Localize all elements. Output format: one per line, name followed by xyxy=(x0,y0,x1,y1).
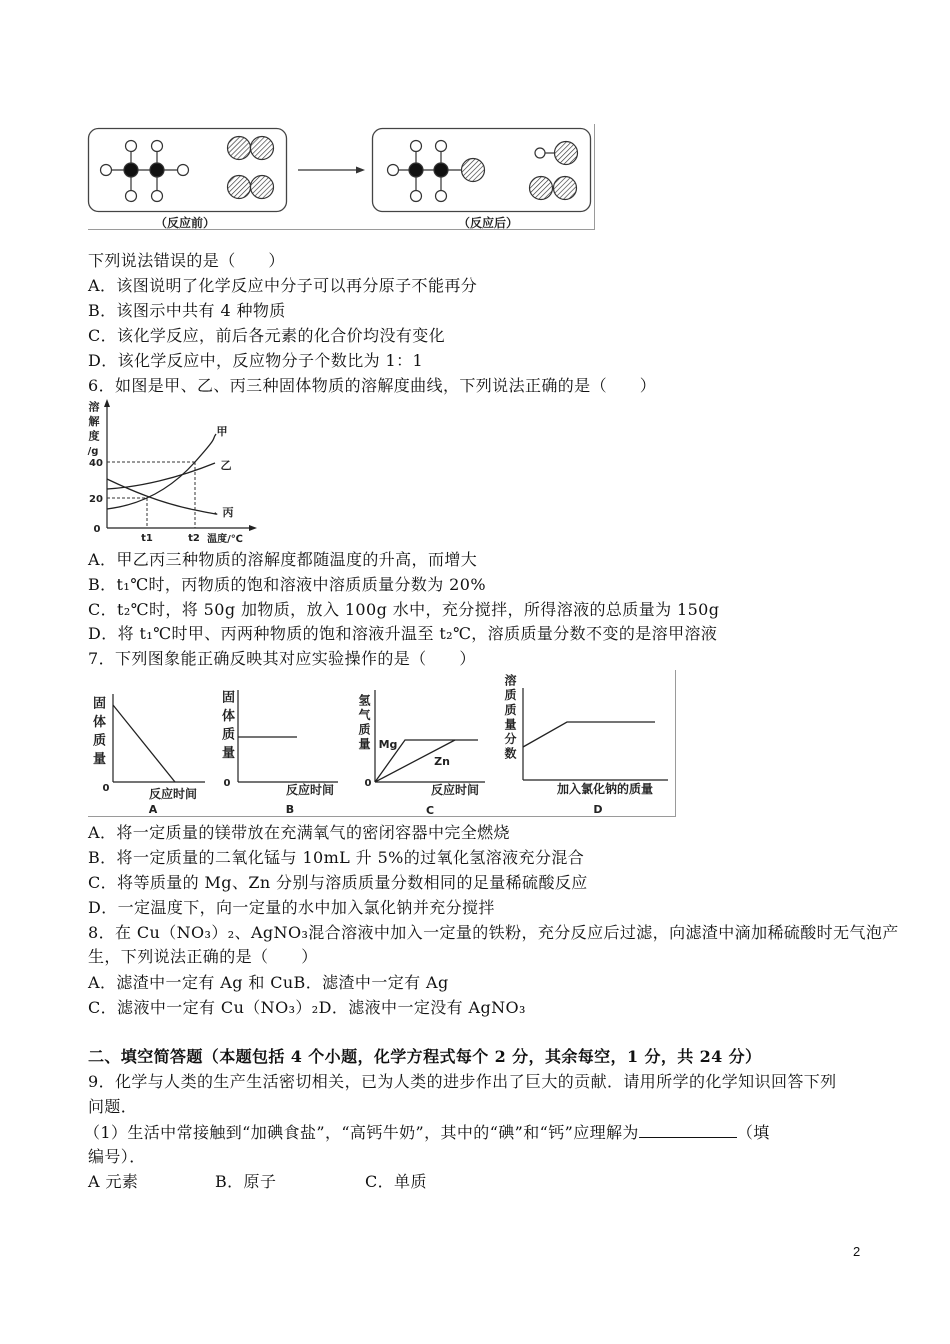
graph-b-y-label: 固体质量 xyxy=(219,690,234,764)
hatched-atom xyxy=(462,159,485,182)
graph-d xyxy=(523,688,668,816)
white-atom xyxy=(126,191,137,202)
y-tick-0: 0 xyxy=(93,524,101,535)
y-tick-20: 20 xyxy=(89,494,103,505)
graph-c-caption: C xyxy=(425,804,435,817)
white-atom xyxy=(152,191,163,202)
white-atom xyxy=(411,191,422,202)
q5-option-a: A．该图说明了化学反应中分子可以再分原子不能再分 xyxy=(88,276,478,295)
graph-a-y-label: 固体质量 xyxy=(90,696,105,770)
x-tick-t1: t1 xyxy=(141,533,153,544)
product-molecule-b xyxy=(535,142,578,165)
graph-d-line xyxy=(523,722,655,747)
product-molecule-a xyxy=(388,141,485,202)
label-after-reaction: （反应后） xyxy=(457,216,519,230)
graph-c xyxy=(365,690,485,817)
white-atom xyxy=(388,165,399,176)
white-atom xyxy=(411,141,422,152)
q7-option-c: C．将等质量的 Mg、Zn 分别与溶质质量分数相同的足量稀硫酸反应 xyxy=(88,873,588,892)
hatched-atom xyxy=(251,176,274,199)
graph-d-y-label: 溶质质量分数 xyxy=(503,674,517,762)
reactant-molecule-b xyxy=(228,137,274,199)
label-before-reaction: （反应前） xyxy=(154,216,216,230)
q9-part1-line xyxy=(84,1122,770,1143)
white-atom xyxy=(178,165,189,176)
graph-b-caption: B xyxy=(285,803,295,816)
answer-blank xyxy=(639,1122,737,1138)
q7-graphs xyxy=(86,668,678,820)
graph-a-caption: A xyxy=(148,803,158,816)
white-atom xyxy=(436,141,447,152)
white-atom xyxy=(126,141,137,152)
white-atom xyxy=(535,148,545,158)
black-atom xyxy=(434,163,448,177)
page-number: 2 xyxy=(853,1244,861,1259)
q9-choice-c: C．单质 xyxy=(365,1172,427,1191)
graph-a-origin: 0 xyxy=(102,783,110,794)
y-tick-40: 40 xyxy=(89,458,103,469)
leftover-reactant-molecule xyxy=(530,177,577,200)
graph-a-x-label: 反应时间 xyxy=(148,787,198,801)
q9-choice-b: B．原子 xyxy=(215,1172,277,1191)
q7-option-a: A．将一定质量的镁带放在充满氧气的密闭容器中完全燃烧 xyxy=(88,823,510,842)
black-atom xyxy=(124,163,138,177)
q5-option-d: D．该化学反应中，反应物分子个数比为 1：1 xyxy=(88,351,424,370)
q8-options-line-1: A．滤渣中一定有 Ag 和 CuB．滤渣中一定有 Ag xyxy=(88,973,449,992)
hatched-atom xyxy=(530,177,553,200)
graph-c-y-label: 氢气质量 xyxy=(357,694,371,752)
reaction-arrow-head xyxy=(356,167,365,174)
curve-bing xyxy=(107,479,217,514)
graph-a xyxy=(103,694,205,816)
x-tick-t2: t2 xyxy=(188,533,200,544)
y-unit-label: /g xyxy=(87,446,99,457)
q5-option-b: B．该图示中共有 4 种物质 xyxy=(88,301,286,320)
white-atom xyxy=(436,191,447,202)
graph-c-zn-label: Zn xyxy=(434,755,450,768)
solubility-curve-chart xyxy=(84,396,260,548)
x-axis-label: 温度/℃ xyxy=(207,534,243,545)
q7-stem: 7．下列图象能正确反映其对应实验操作的是（ ） xyxy=(88,649,476,668)
q7-option-d: D．一定温度下，向一定量的水中加入氯化钠并充分搅拌 xyxy=(88,898,495,917)
hatched-atom xyxy=(251,137,274,160)
q6-option-a: A．甲乙丙三种物质的溶解度都随温度的升高，而增大 xyxy=(88,550,478,569)
reactant-molecule-a xyxy=(101,141,189,202)
curve-yi xyxy=(107,463,215,489)
q8-options-line-2: C．滤液中一定有 Cu（NO₃）₂D．滤液中一定没有 AgNO₃ xyxy=(88,998,526,1017)
q6-option-c: C．t₂℃时，将 50g 加物质，放入 100g 水中，充分搅拌，所得溶液的总质量为 150g xyxy=(88,600,720,619)
white-atom xyxy=(152,141,163,152)
q5-stem: 下列说法错误的是（ ） xyxy=(88,251,285,270)
reaction-diagram xyxy=(80,118,602,236)
q9-stem-line-1: 9．化学与人类的生产生活密切相关，已为人类的进步作出了巨大的贡献．请用所学的化学知识回答下列 xyxy=(88,1072,837,1091)
q9-choice-a: A 元素 xyxy=(88,1172,139,1191)
white-atom xyxy=(101,165,112,176)
black-atom xyxy=(409,163,423,177)
q8-stem-line-2: 生，下列说法正确的是（ ） xyxy=(88,947,318,966)
y-axis-arrow xyxy=(104,399,110,407)
q9-stem-line-2: 问题． xyxy=(88,1097,138,1116)
black-atom xyxy=(150,163,164,177)
graph-d-caption: D xyxy=(593,803,603,816)
section-2-title: 二、填空简答题（本题包括 4 个小题，化学方程式每个 2 分，其余每空，1 分，共 24 分） xyxy=(88,1047,762,1066)
graph-a-line xyxy=(113,705,175,782)
hatched-atom xyxy=(228,176,251,199)
q5-option-c: C．该化学反应，前后各元素的化合价均没有变化 xyxy=(88,326,446,345)
q9-part1-text-after: （填 xyxy=(736,1123,770,1142)
q9-part1-continuation: 编号）． xyxy=(88,1147,146,1166)
x-axis-arrow xyxy=(249,525,257,531)
graph-b-origin: 0 xyxy=(223,778,231,789)
q6-stem: 6．如图是甲、乙、丙三种固体物质的溶解度曲线，下列说法正确的是（ ） xyxy=(88,376,657,395)
q8-stem-line-1: 8．在 Cu（NO₃）₂、AgNO₃混合溶液中加入一定量的铁粉，充分反应后过滤，向滤渣中滴加稀硫酸时无气泡产 xyxy=(88,923,899,942)
q6-option-b: B．t₁℃时，丙物质的饱和溶液中溶质质量分数为 20% xyxy=(88,575,486,594)
q9-part1-text: （1）生活中常接触到“加碘食盐”，“高钙牛奶”，其中的“碘”和“钙”应理解为 xyxy=(84,1123,639,1142)
graph-c-origin: 0 xyxy=(364,778,372,789)
curve-label-bing: 丙 xyxy=(222,506,234,519)
graph-b-x-label: 反应时间 xyxy=(285,783,335,797)
graph-d-x-label: 加入氯化钠的质量 xyxy=(556,782,654,796)
hatched-atom xyxy=(554,177,577,200)
curve-label-yi: 乙 xyxy=(220,459,232,472)
curve-label-jia: 甲 xyxy=(216,425,228,438)
q7-option-b: B．将一定质量的二氧化锰与 10mL 升 5%的过氧化氢溶液充分混合 xyxy=(88,848,585,867)
graph-c-mg-label: Mg xyxy=(378,738,398,751)
hatched-atom xyxy=(555,142,578,165)
solubility-y-axis-label: 溶解度 xyxy=(87,401,100,445)
q6-option-d: D．将 t₁℃时甲、丙两种物质的饱和溶液升温至 t₂℃，溶质质量分数不变的是溶甲溶液 xyxy=(88,624,718,643)
graph-b xyxy=(224,690,338,816)
graph-c-x-label: 反应时间 xyxy=(430,783,480,797)
hatched-atom xyxy=(228,137,251,160)
